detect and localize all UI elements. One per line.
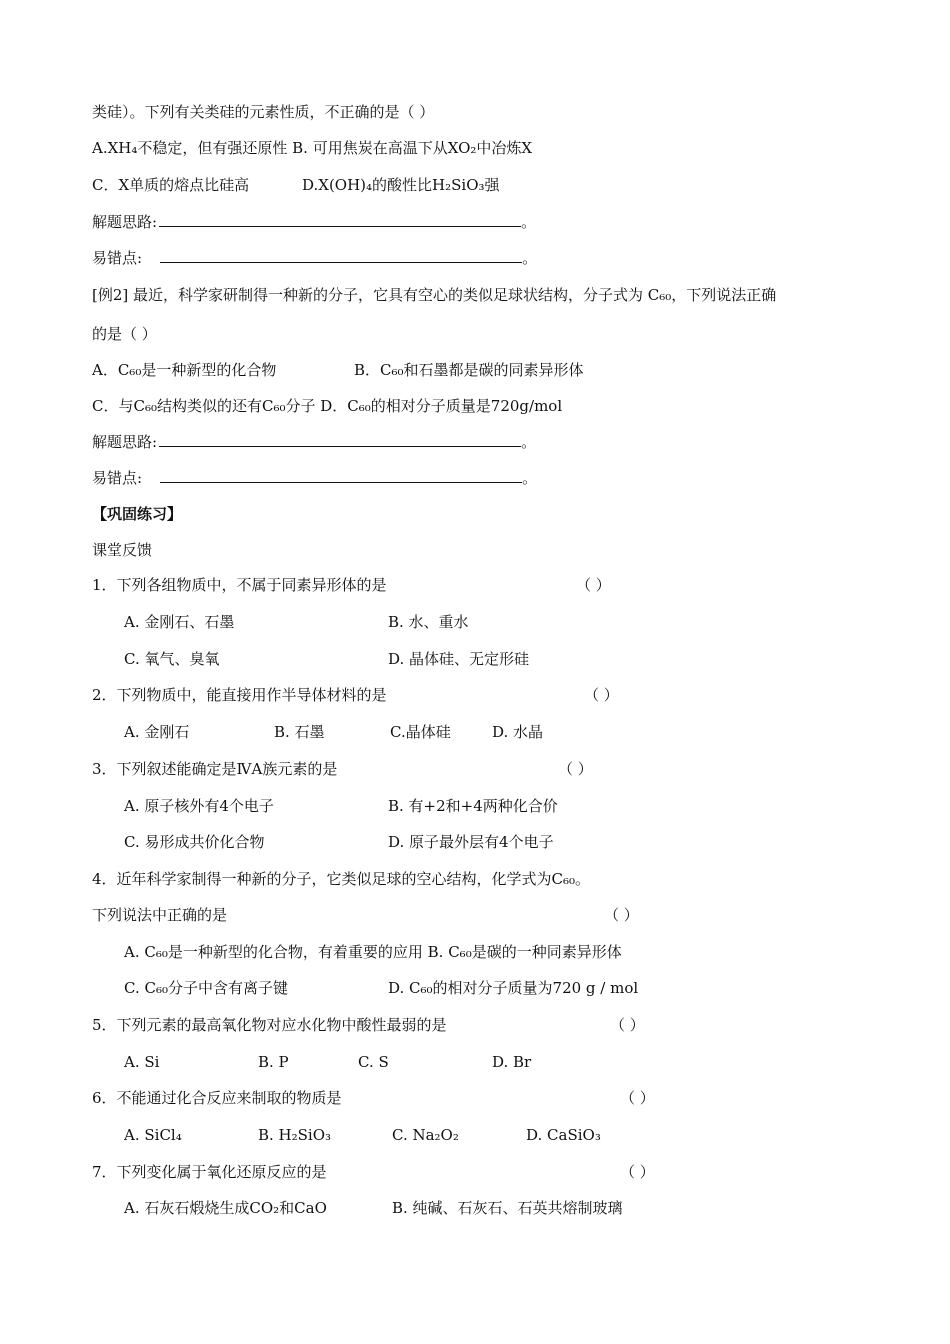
answer-blank[interactable] bbox=[160, 468, 522, 483]
ex1-thinking-line bbox=[92, 212, 536, 232]
option-a: A. 原子核外有4个电子 bbox=[124, 797, 274, 815]
subsection-title: 课堂反馈 bbox=[92, 541, 153, 559]
answer-blank[interactable] bbox=[160, 248, 522, 263]
end-mark: 。 bbox=[522, 249, 538, 267]
pitfall-label: 易错点: bbox=[92, 249, 143, 267]
option-c: C. S bbox=[358, 1053, 389, 1071]
question-stem: 7．下列变化属于氧化还原反应的是 bbox=[92, 1163, 327, 1181]
ex2-question-line2: 的是（ ） bbox=[92, 325, 157, 343]
ex2-option-b: B．C₆₀和石墨都是碳的同素异形体 bbox=[354, 361, 584, 379]
thinking-label: 解题思路: bbox=[92, 433, 158, 451]
pitfall-label: 易错点: bbox=[92, 469, 143, 487]
options-ab: A. C₆₀是一种新型的化合物，有着重要的应用 B. C₆₀是碳的一种同素异形体 bbox=[124, 943, 622, 961]
ex2-options-cd: C．与C₆₀结构类似的还有C₆₀分子 D．C₆₀的相对分子质量是720g/mol bbox=[92, 397, 563, 415]
ex1-question-tail: 类硅）。下列有关类硅的元素性质，不正确的是（ ） bbox=[92, 103, 435, 121]
answer-parentheses[interactable]: （ ） bbox=[610, 1016, 645, 1034]
answer-parentheses[interactable]: （ ） bbox=[620, 1089, 655, 1107]
section-title: 【巩固练习】 bbox=[92, 505, 183, 523]
option-c: C. 氧气、臭氧 bbox=[124, 650, 220, 668]
ex1-options-ab: A.XH₄不稳定，但有强还原性 B. 可用焦炭在高温下从XO₂中冶炼X bbox=[92, 139, 533, 157]
option-b: B. 有+2和+4两种化合价 bbox=[388, 797, 558, 815]
question-stem: 4．近年科学家制得一种新的分子，它类似足球的空心结构，化学式为C₆₀。 bbox=[92, 870, 591, 888]
answer-blank[interactable] bbox=[159, 212, 521, 227]
ex2-option-a: A．C₆₀是一种新型的化合物 bbox=[92, 361, 277, 379]
option-d: D. 水晶 bbox=[492, 723, 544, 741]
option-d: D. CaSiO₃ bbox=[526, 1126, 601, 1144]
question-stem: 3．下列叙述能确定是ⅣA族元素的是 bbox=[92, 760, 338, 778]
option-b: B. P bbox=[258, 1053, 289, 1071]
option-a: A. 金刚石、石墨 bbox=[124, 613, 235, 631]
answer-parentheses[interactable]: （ ） bbox=[604, 906, 639, 924]
option-c: C. Na₂O₂ bbox=[392, 1126, 459, 1144]
option-c: C. 易形成共价化合物 bbox=[124, 833, 265, 851]
question-stem: 6．不能通过化合反应来制取的物质是 bbox=[92, 1089, 342, 1107]
ex2-question-line1: [例2] 最近，科学家研制得一种新的分子，它具有空心的类似足球状结构，分子式为 C₆₀，下列说法正确 bbox=[92, 286, 777, 304]
ex1-option-c: C．X单质的熔点比硅高 bbox=[92, 176, 250, 194]
question-stem-continued: 下列说法中正确的是 bbox=[92, 906, 228, 924]
question-stem: 2．下列物质中，能直接用作半导体材料的是 bbox=[92, 686, 387, 704]
option-d: D. 原子最外层有4个电子 bbox=[388, 833, 554, 851]
answer-parentheses[interactable]: （ ） bbox=[576, 576, 611, 594]
question-stem: 5．下列元素的最高氧化物对应水化物中酸性最弱的是 bbox=[92, 1016, 447, 1034]
option-b: B. 水、重水 bbox=[388, 613, 469, 631]
answer-parentheses[interactable]: （ ） bbox=[620, 1163, 655, 1181]
option-a: A. Si bbox=[124, 1053, 160, 1071]
option-b: B. 石墨 bbox=[274, 723, 325, 741]
option-b: B. 纯碱、石灰石、石英共熔制玻璃 bbox=[392, 1199, 623, 1217]
thinking-label: 解题思路: bbox=[92, 213, 158, 231]
option-b: B. H₂SiO₃ bbox=[258, 1126, 332, 1144]
end-mark: 。 bbox=[522, 469, 538, 487]
option-c: C. C₆₀分子中含有离子键 bbox=[124, 979, 288, 997]
option-d: D. Br bbox=[492, 1053, 532, 1071]
ex2-thinking-line bbox=[92, 432, 536, 452]
end-mark: 。 bbox=[521, 433, 537, 451]
option-d: D. C₆₀的相对分子质量为720 g / mol bbox=[388, 979, 639, 997]
question-stem: 1．下列各组物质中，不属于同素异形体的是 bbox=[92, 576, 387, 594]
ex2-pitfall-line bbox=[92, 468, 537, 488]
ex1-option-d: D.X(OH)₄的酸性比H₂SiO₃强 bbox=[302, 176, 500, 194]
option-a: A. 金刚石 bbox=[124, 723, 190, 741]
ex1-pitfall-line bbox=[92, 248, 537, 268]
option-a: A. 石灰石煅烧生成CO₂和CaO bbox=[124, 1199, 327, 1217]
answer-parentheses[interactable]: （ ） bbox=[584, 686, 619, 704]
answer-parentheses[interactable]: （ ） bbox=[558, 760, 593, 778]
end-mark: 。 bbox=[521, 213, 537, 231]
option-d: D. 晶体硅、无定形硅 bbox=[388, 650, 530, 668]
answer-blank[interactable] bbox=[159, 432, 521, 447]
option-c: C.晶体硅 bbox=[390, 723, 451, 741]
option-a: A. SiCl₄ bbox=[124, 1126, 182, 1144]
